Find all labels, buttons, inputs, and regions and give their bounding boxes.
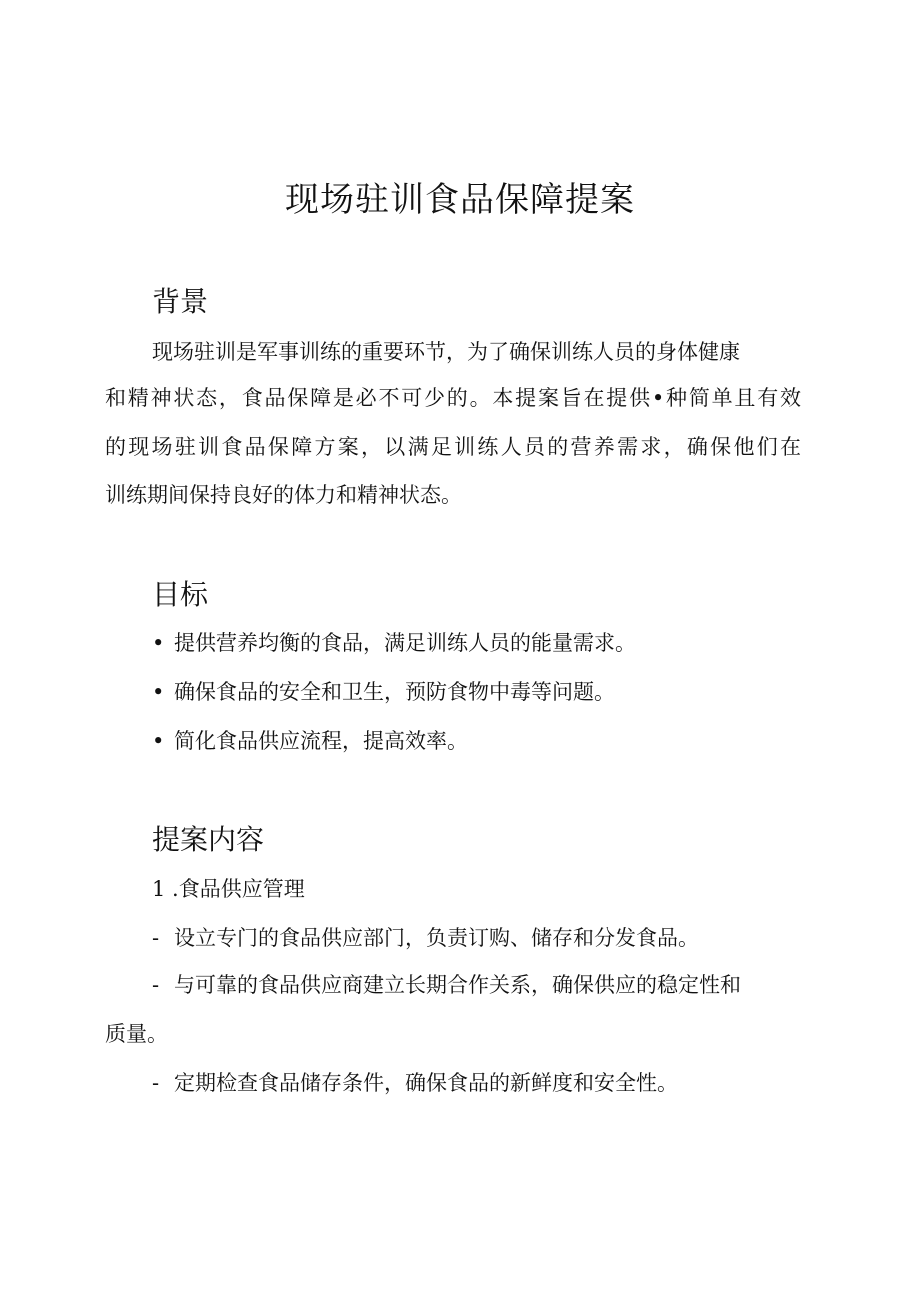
content-text: 与可靠的食品供应商建立长期合作关系，确保供应的稳定性和 xyxy=(174,973,741,997)
document-title: 现场驻训食品保障提案 xyxy=(285,180,635,220)
bullet-marker: • xyxy=(152,729,165,753)
goal-text: 提供营养均衡的食品，满足训练人员的能量需求。 xyxy=(174,631,636,655)
bullet-marker: • xyxy=(152,680,165,704)
goals-heading: 目标 xyxy=(152,578,209,611)
background-line-4: 训练期间保持良好的体力和精神状态。 xyxy=(105,483,462,507)
background-line-3: 的现场驻训食品保障方案，以满足训练人员的营养需求，确保他们在 xyxy=(105,435,801,459)
dash-marker: - xyxy=(152,1071,160,1095)
background-line-2: 和精神状态，食品保障是必不可少的。本提案旨在提供•种简单且有效 xyxy=(105,386,801,410)
bullet-marker: • xyxy=(152,631,165,655)
goal-text: 确保食品的安全和卫生，预防食物中毒等问题。 xyxy=(174,680,615,704)
background-line-1: 现场驻训是军事训练的重要环节，为了确保训练人员的身体健康 xyxy=(152,340,740,364)
background-heading: 背景 xyxy=(152,285,209,318)
content-subheading: 1 .食品供应管理 xyxy=(152,877,305,901)
content-continuation: 质量。 xyxy=(105,1022,168,1046)
content-text: 设立专门的食品供应部门，负责订购、储存和分发食品。 xyxy=(174,926,699,950)
dash-marker: - xyxy=(152,973,160,997)
content-heading: 提案内容 xyxy=(152,823,265,856)
content-text: 定期检查食品储存条件，确保食品的新鲜度和安全性。 xyxy=(174,1071,678,1095)
goal-text: 简化食品供应流程，提高效率。 xyxy=(174,729,468,753)
dash-marker: - xyxy=(152,926,160,950)
